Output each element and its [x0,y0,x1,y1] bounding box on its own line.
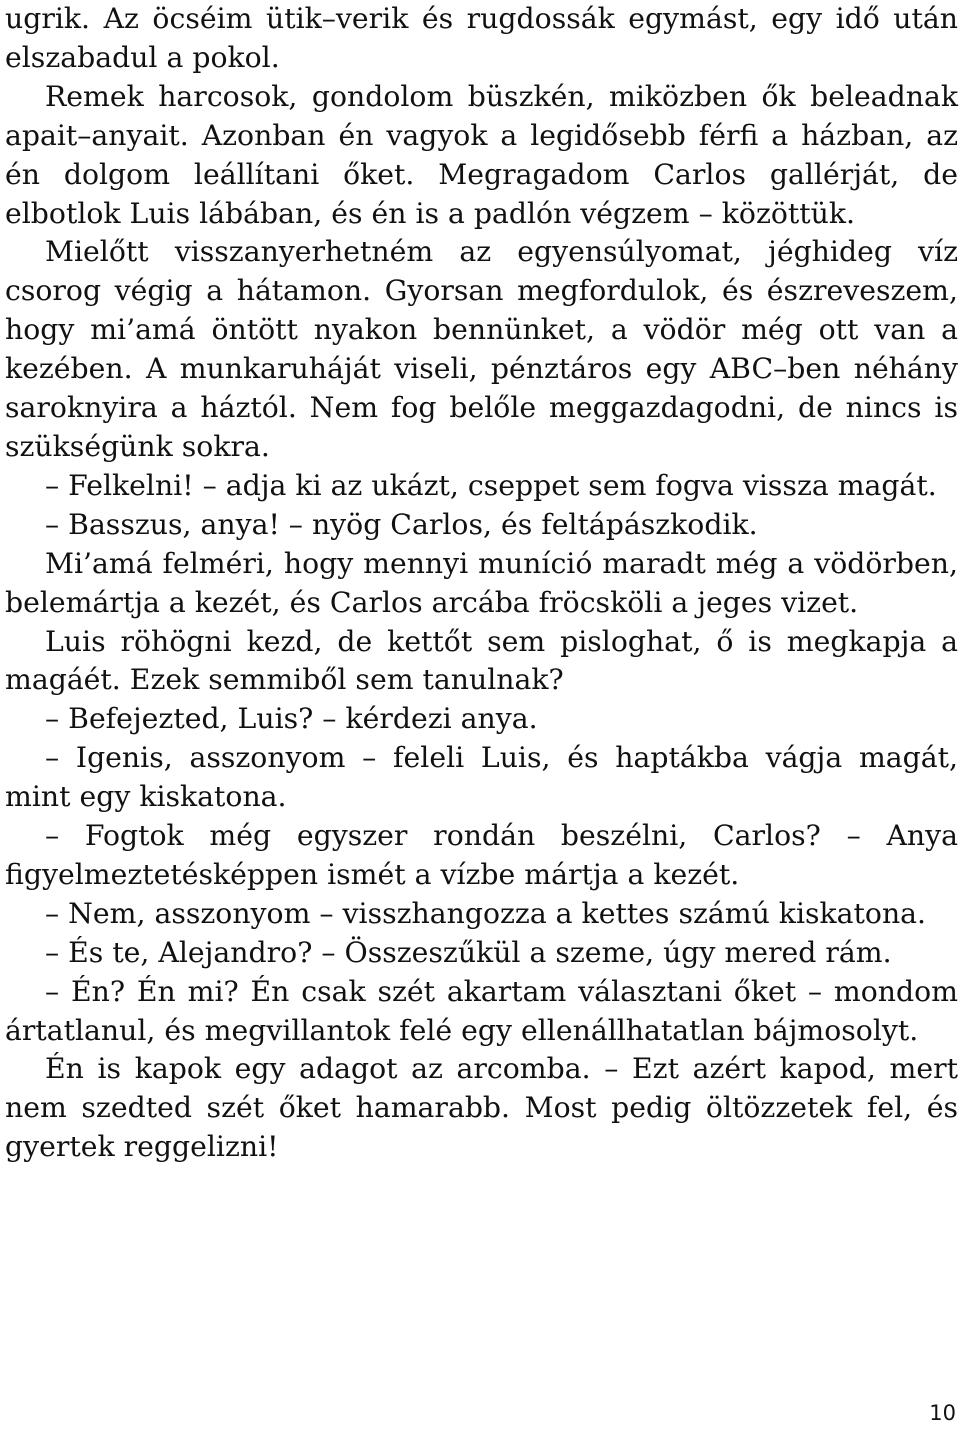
paragraph-4: – Felkelni! – adja ki az ukázt, cseppet sem fogva vissza magát. [45,468,937,502]
page-body [5,0,958,1167]
paragraph-14: Én is kapok egy adagot az arcomba. – Ezt azért kapod, mert nem szedted szét őket hamarabb. Most pedig öltözzetek fel, és gyertek reggelizni! [5,1052,958,1164]
paragraph-8: – Befejezted, Luis? – kérdezi anya. [45,702,538,736]
page-number: 10 [929,1401,956,1425]
paragraph-3: Mielőtt visszanyerhetném az egyensúlyomat, jéghideg víz csorog végig a hátamon. Gyorsan megfordulok, és észreveszem, hogy mi’amá öntött nyakon bennünket, a vödör még ott van a kezében. A munkaruháját viseli, pénztáros egy ABC–ben néhány saroknyira a háztól. Nem fog belőle meggazdagodni, de nincs is szükségünk sokra. [5,235,958,463]
paragraph-7: Luis röhögni kezd, de kettőt sem pisloghat, ő is megkapja a magáét. Ezek semmiből sem tanulnak? [5,624,958,697]
paragraph-1: ugrik. Az öcséim ütik–verik és rugdossák egymást, egy idő után elszabadul a pokol. [5,2,958,74]
paragraph-12: – És te, Alejandro? – Összeszűkül a szeme, úgy mered rám. [45,935,892,969]
paragraph-6: Mi’amá felméri, hogy mennyi muníció maradt még a vödörben, belemártja a kezét, és Carlos arcába fröcsköli a jeges vizet. [5,546,958,619]
paragraph-11: – Nem, asszonyom – visszhangozza a kettes számú kiskatona. [45,896,927,930]
paragraph-10: – Fogtok még egyszer rondán beszélni, Carlos? – Anya figyelmeztetésképpen ismét a vízbe mártja a kezét. [5,819,958,891]
paragraph-9: – Igenis, asszonyom – feleli Luis, és haptákba vágja magát, mint egy kiskatona. [5,741,958,814]
paragraph-2: Remek harcosok, gondolom büszkén, miközben ők beleadnak apait–anyait. Azonban én vagyok a legidősebb férfi a házban, az én dolgom leállítani őket. Megragadom Carlos gallérját, de elbotlok Luis lábában, és én is a padlón végzem – közöttük. [5,79,958,230]
paragraph-5: – Basszus, anya! – nyög Carlos, és feltápászkodik. [45,507,758,541]
paragraph-13: – Én? Én mi? Én csak szét akartam választani őket – mondom ártatlanul, és megvillantok felé egy ellenállhatatlan bájmosolyt. [5,974,958,1047]
